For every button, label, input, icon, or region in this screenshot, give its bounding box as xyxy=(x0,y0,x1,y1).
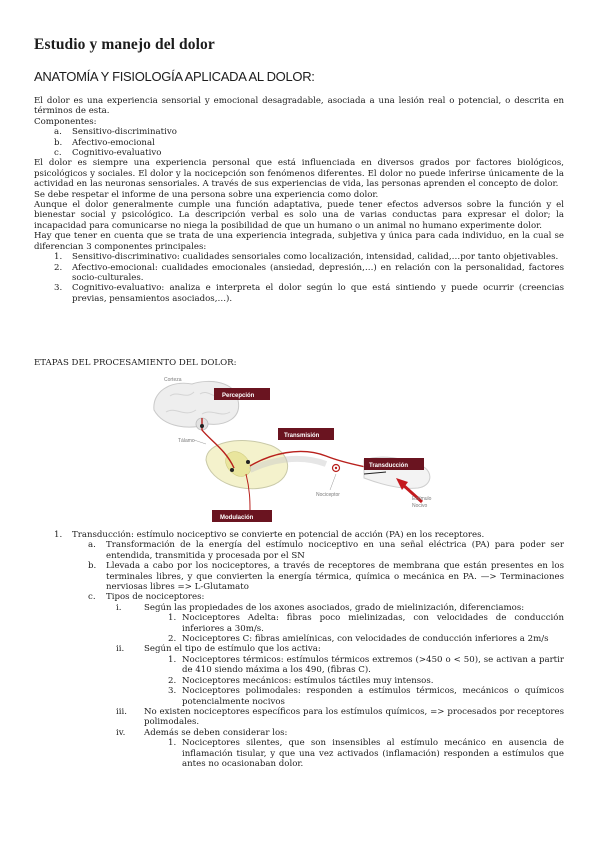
list-item: a. Sensitivo-discriminativo xyxy=(54,127,177,138)
thalamus-label: Tálamo xyxy=(178,438,195,444)
modulation-label: Modulación xyxy=(220,515,254,521)
list-item: 2. Nociceptores mecánicos: estímulos táctiles muy intensos. xyxy=(168,675,434,686)
list-item: 1. Nociceptores silentes, que son insensibles al estímulo mecánico en ausencia de inflamación tisular, y que una vez activados (inflamación) responden a estímulos que antes no ocasionaban dolor. xyxy=(168,738,564,769)
list-item: 2. Afectivo-emocional: cualidades emocionales (ansiedad, depresión,…) en relación con la personalidad, factores socio-culturales. xyxy=(54,262,564,283)
components-label: Componentes: xyxy=(34,116,97,127)
list-item: a. Transformación de la energía del estímulo nociceptivo en una señal eléctrica (PA) para poder ser entendida, transmitida y procesada por el SN xyxy=(88,540,564,561)
transduction-label: Transducción xyxy=(369,463,409,469)
stimulus-label: Estímulo xyxy=(412,496,432,502)
pain-pathway-figure xyxy=(150,374,450,524)
stimulus-label-2: Nocivo xyxy=(412,503,428,509)
respect-paragraph: Se debe respetar el informe de una persona sobre una experiencia como dolor. xyxy=(34,189,379,200)
intro-paragraph: El dolor es una experiencia sensorial y emocional desagradable, asociada a una lesión real o potencial, o descrita en términos de esta. xyxy=(34,96,564,117)
list-item: c. Cognitivo-evaluativo xyxy=(54,148,162,159)
adaptive-paragraph: Aunque el dolor generalmente cumple una función adaptativa, puede tener efectos adversos sobre la función y el bienestar social y psicológico. La descripción verbal es solo una de varias conductas para expresar el dolor; la incapacidad para comunicarse no niega la posibilidad de que un humano o un animal no humano experimente dolor. xyxy=(34,200,564,231)
list-item: i. Según las propiedades de los axones asociados, grado de mielinización, diferenciamos: xyxy=(116,602,525,613)
processing-list xyxy=(34,530,564,769)
list-item: b. Llevada a cabo por los nociceptores, a través de receptores de membrana que están presentes en los terminales libres, y que convierten la energía térmica, química o mecánica en PA. —> Terminaciones nerviosas libres => L-Glutamato xyxy=(88,561,564,593)
transmission-label: Transmisión xyxy=(284,433,320,439)
cortex-label: Corteza xyxy=(164,377,182,383)
list-item: 1. Nociceptores Adelta: fibras poco mielinizadas, con velocidades de conducción inferiores a 30m/s. xyxy=(168,613,564,634)
list-item: iv. Además se deben considerar los: xyxy=(116,727,288,738)
nociceptor-label: Nociceptor xyxy=(316,492,340,498)
body-text xyxy=(34,96,564,304)
list-item: b. Afectivo-emocional xyxy=(54,137,155,148)
list-item: 1. Transducción: estímulo nociceptivo se convierte en potencial de acción (PA) en los receptores. xyxy=(54,530,485,540)
perception-label: Percepción xyxy=(222,393,255,399)
list-item: c. Tipos de nociceptores: xyxy=(88,592,205,603)
list-item: iii. No existen nociceptores específicos para los estímulos químicos, => procesados por receptores polimodales. xyxy=(116,706,564,728)
list-item: ii. Según el tipo de estímulo que los activa: xyxy=(116,644,321,655)
list-item: 3. Cognitivo-evaluativo: analiza e interpreta el dolor según lo que está sintiendo y puede ocurrir (creencias previas, pensamientos asociados,…). xyxy=(54,283,564,304)
stages-heading: ETAPAS DEL PROCESAMIENTO DEL DOLOR: xyxy=(34,358,237,368)
list-item: 3. Nociceptores polimodales: responden a estímulos térmicos, mecánicos o químicos potencialmente nocivos xyxy=(168,686,564,707)
influence-paragraph: El dolor es siempre una experiencia personal que está influenciada en diversos grados por factores biológicos, psicológicos y sociales. El dolor y la nocicepción son fenómenos diferentes. El dolor no puede inferirse únicamente de la actividad en las neuronas sensoriales. A través de sus experiencias de vida, las personas aprenden el concepto de dolor. xyxy=(34,158,564,190)
list-item: 1. Nociceptores térmicos: estímulos térmicos extremos (>450 o < 50), se activan a partir de 410 siendo máxima a los 490, (fibras C). xyxy=(168,654,564,676)
list-item: 1. Sensitivo-discriminativo: cualidades sensoriales como localización, intensidad, calidad,…por tanto objetivables. xyxy=(54,252,559,263)
document-title: Estudio y manejo del dolor xyxy=(34,36,215,53)
main-components-list xyxy=(34,252,564,304)
section-heading: ANATOMÍA Y FISIOLOGÍA APLICADA AL DOLOR: xyxy=(34,69,315,84)
integrated-paragraph: Hay que tener en cuenta que se trata de una experiencia integrada, subjetiva y única para cada individuo, en la cual se diferencian 3 componentes principales: xyxy=(34,231,564,252)
components-list xyxy=(34,127,564,158)
list-item: 2. Nociceptores C: fibras amielínicas, con velocidades de conducción inferiores a 2m/s xyxy=(168,634,549,645)
